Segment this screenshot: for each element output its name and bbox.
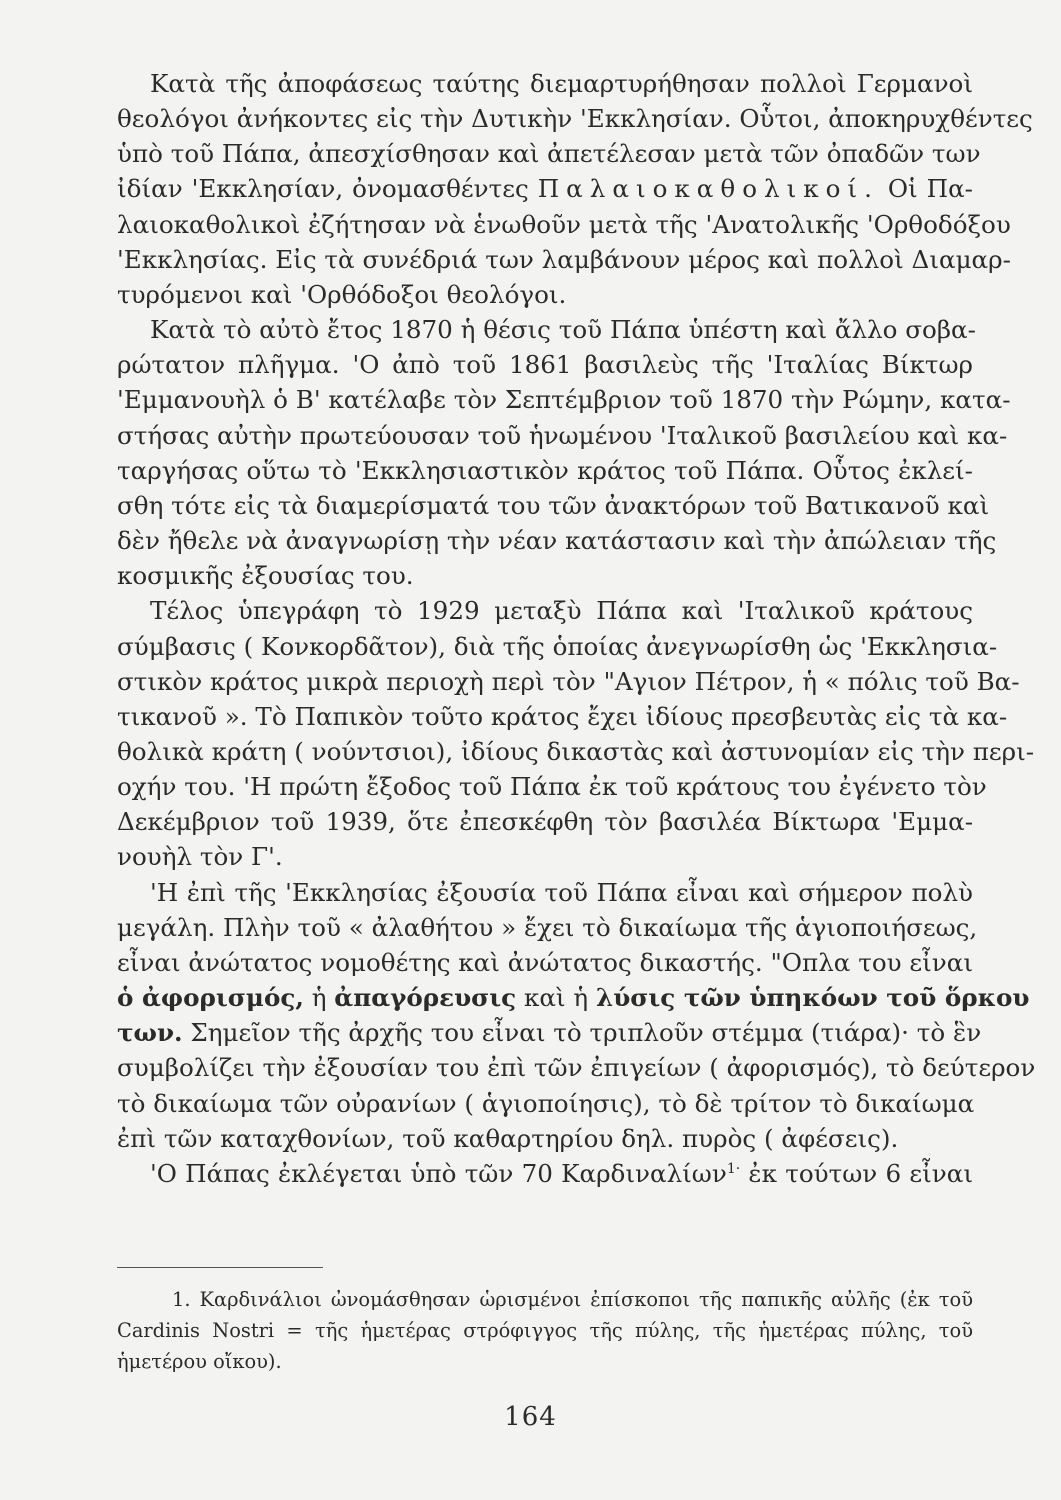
text-line: δὲν ἤθελε νὰ ἀναγνωρίσῃ τὴν νέαν κατάστασιν καὶ τὴν ἀπώλειαν τῆς <box>117 526 997 556</box>
footnote-line: ἡμετέρου οἴκου). <box>117 1350 282 1373</box>
text-line: τυρόμενοι καὶ 'Ορθόδοξοι θεολόγοι. <box>117 279 567 309</box>
footnote-marker: 1· <box>726 1160 741 1177</box>
text-line: 'Εκκλησίας. Εἰς τὰ συνέδριά των λαμβάνουν μέρος καὶ πολλοὶ Διαμαρ- <box>117 244 1011 274</box>
text-segment: ἡ <box>303 983 335 1013</box>
text-line: ταργήσας οὕτω τὸ 'Εκκλησιαστικὸν κράτος τοῦ Πάπα. Οὗτος ἐκλεί- <box>117 455 973 485</box>
text-line: θεολόγοι ἀνήκοντες εἰς τὴν Δυτικὴν 'Εκκλησίαν. Οὗτοι, ἀποκηρυχθέντες <box>117 104 1033 134</box>
text-line: 'Η ἐπὶ τῆς 'Εκκλησίας ἐξουσία τοῦ Πάπα εἶναι καὶ σήμερον πολὺ <box>150 877 973 907</box>
text-line: στήσας αὐτὴν πρωτεύουσαν τοῦ ἡνωμένου 'Ιταλικοῦ βασιλείου καὶ κα- <box>117 420 1008 450</box>
text-segment: Οἱ Πα- <box>878 174 973 204</box>
text-line: στικὸν κράτος μικρὰ περιοχὴ περὶ τὸν "Αγιον Πέτρον, ἡ « πόλις τοῦ Βα- <box>117 666 1020 696</box>
text-segment: 'Ο Πάπας ἐκλέγεται ὑπὸ τῶν 70 Καρδιναλίων <box>150 1158 727 1188</box>
footnote-line: Cardinis Nostri = τῆς ἡμετέρας στρόφιγγος τῆς πύλης, τῆς ἡμετέρας πύλης, τοῦ <box>117 1319 973 1342</box>
page-number: 164 <box>504 1402 557 1432</box>
text-line <box>117 171 973 206</box>
text-line: λαιοκαθολικοὶ ἐζήτησαν νὰ ἑνωθοῦν μετὰ τῆς 'Ανατολικῆς 'Ορθοδόξου <box>117 209 1011 239</box>
text-line: σύμβασις ( Κονκορδᾶτον), διὰ τῆς ὁποίας ἀνεγνωρίσθη ὡς 'Εκκλησια- <box>117 631 998 661</box>
text-line: ὑπὸ τοῦ Πάπα, ἀπεσχίσθησαν καὶ ἀπετέλεσαν μετὰ τῶν ὀπαδῶν των <box>117 139 981 169</box>
text-line: ρώτατον πλῆγμα. 'Ο ἀπὸ τοῦ 1861 βασιλεὺς τῆς 'Ιταλίας Βίκτωρ <box>117 350 973 380</box>
text-line: Κατὰ τὸ αὐτὸ ἔτος 1870 ἡ θέσις τοῦ Πάπα ὑπέστη καὶ ἄλλο σοβα- <box>150 315 976 345</box>
text-segment: ἰδίαν 'Εκκλησίαν, ὀνομασθέντες <box>117 174 529 204</box>
text-segment: καὶ ἡ <box>516 983 596 1013</box>
text-segment: ἐκ τούτων 6 εἶναι <box>740 1158 973 1188</box>
text-line: σθη τότε εἰς τὰ διαμερίσματά του τῶν ἀνακτόρων τοῦ Βατικανοῦ καὶ <box>117 490 990 520</box>
spaced-term-palaiokatholikoi: Παλαιοκαθολικοί. <box>537 174 879 204</box>
text-line: νουὴλ τὸν Γ'. <box>117 842 283 872</box>
text-line: θολικὰ κράτη ( νούντσιοι), ἰδίους δικαστὰς καὶ ἀστυνομίαν εἰς τὴν περι- <box>117 736 1035 766</box>
bold-term: ὁ ἀφορισμός, <box>117 983 304 1013</box>
footnote-rule <box>117 1267 323 1268</box>
text-line: οχήν του. 'Η πρώτη ἔξοδος τοῦ Πάπα ἐκ τοῦ κράτους του ἐγένετο τὸν <box>117 772 987 802</box>
text-line: μεγάλη. Πλὴν τοῦ « ἀλαθήτου » ἔχει τὸ δικαίωμα τῆς ἁγιοποιήσεως, <box>117 912 978 942</box>
text-line: τικανοῦ ». Τὸ Παπικὸν τοῦτο κράτος ἔχει ἰδίους πρεσβευτὰς εἰς τὰ κα- <box>117 701 1008 731</box>
text-line: κοσμικῆς ἐξουσίας του. <box>117 561 414 591</box>
bold-term: λύσις τῶν ὑπηκόων τοῦ ὅρκου <box>595 983 1030 1013</box>
text-line: Κατὰ τῆς ἀποφάσεως ταύτης διεμαρτυρήθησαν πολλοὶ Γερμανοὶ <box>150 69 973 98</box>
bold-term: των. <box>117 1018 183 1048</box>
text-line <box>117 980 1030 1015</box>
text-line: Τέλος ὑπεγράφη τὸ 1929 μεταξὺ Πάπα καὶ 'Ιταλικοῦ κράτους <box>150 596 973 626</box>
text-line: τὸ δικαίωμα τῶν οὐρανίων ( ἁγιοποίησις), τὸ δὲ τρίτον τὸ δικαίωμα <box>117 1088 975 1118</box>
bold-term: ἀπαγόρευσις <box>334 983 517 1013</box>
text-line: ἐπὶ τῶν καταχθονίων, τοῦ καθαρτηρίου δηλ. πυρὸς ( ἀφέσεις). <box>117 1123 899 1153</box>
footnote-line: 1. Καρδινάλιοι ὠνομάσθησαν ὡρισμένοι ἐπίσκοποι τῆς παπικῆς αὐλῆς (ἐκ τοῦ <box>172 1288 973 1311</box>
text-line <box>117 1015 982 1050</box>
main-text <box>117 66 1036 1191</box>
text-line: 'Εμμανουὴλ ὁ Β' κατέλαβε τὸν Σεπτέμβριον τοῦ 1870 τὴν Ρώμην, κατα- <box>117 385 1011 415</box>
text-segment: Σημεῖον τῆς ἀρχῆς του εἶναι τὸ τριπλοῦν στέμμα (τιάρα)· τὸ ἓν <box>182 1018 982 1048</box>
footnote <box>117 1284 973 1377</box>
text-line <box>117 1156 973 1191</box>
text-line: εἶναι ἀνώτατος νομοθέτης καὶ ἀνώτατος δικαστής. "Οπλα του εἶναι <box>117 947 973 977</box>
text-line: συμβολίζει τὴν ἐξουσίαν του ἐπὶ τῶν ἐπιγείων ( ἀφορισμός), τὸ δεύτερον <box>117 1053 1036 1083</box>
text-line: Δεκέμβριον τοῦ 1939, ὅτε ἐπεσκέφθη τὸν βασιλέα Βίκτωρα 'Εμμα- <box>117 807 973 837</box>
